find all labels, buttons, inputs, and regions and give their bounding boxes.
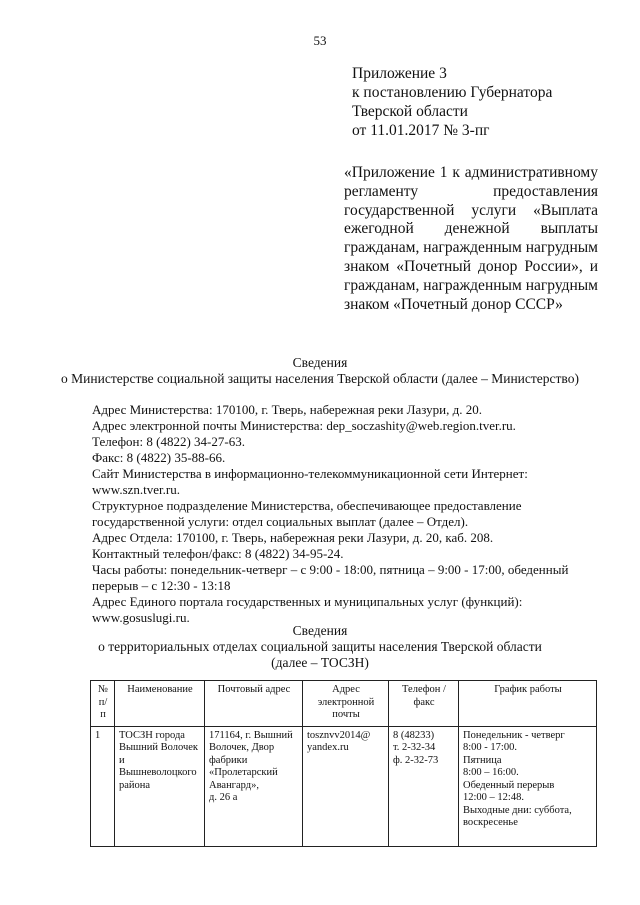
appendix-1-header: «Приложение 1 к административному регламенту предоставления государственной услуги «Выплата ежегодной денежной выплаты гражданам, награжденным нагрудным знаком «Почетный донор России», и гражданам, награжденным нагрудным знаком «Почетный донор СССР» — [344, 164, 598, 313]
appendix-3-line2: к постановлению Губернатора — [352, 84, 553, 101]
header-schedule: График работы — [459, 681, 597, 727]
table-row — [91, 726, 597, 846]
info-line: Адрес Министерства: 170100, г. Тверь, набережная реки Лазури, д. 20. — [92, 402, 482, 417]
section1-subtitle: о Министерстве социальной защиты населения Тверской области (далее – Министерство) — [61, 371, 579, 386]
section2-title: Сведения — [292, 623, 348, 638]
info-line: Часы работы: понедельник-четверг – с 9:00 - 18:00, пятница – 9:00 - 17:00, обеденный — [92, 562, 569, 577]
cell-schedule: Понедельник - четверг 8:00 - 17:00. Пятница 8:00 – 16:00. Обеденный перерыв 12:00 – 12:48. Выходные дни: суббота, воскресенье — [459, 726, 597, 846]
appendix-3-header — [352, 64, 552, 140]
tosznn-table — [90, 680, 597, 847]
header-email: Адрес электронной почты — [303, 681, 389, 727]
cell-email: tosznvv2014@ yandex.ru — [303, 726, 389, 846]
info-line: Адрес Отдела: 170100, г. Тверь, набережная реки Лазури, д. 20, каб. 208. — [92, 530, 494, 545]
header-name: Наименование — [115, 681, 205, 727]
info-line: Факс: 8 (4822) 35-88-66. — [92, 450, 226, 465]
info-line: Сайт Министерства в информационно-телекоммуникационной сети Интернет: — [92, 466, 528, 481]
info-line: Адрес Единого портала государственных и муниципальных услуг (функций): — [92, 594, 523, 609]
table-header-row — [91, 681, 597, 727]
cell-postal-address: 171164, г. Вышний Волочек, Двор фабрики «Пролетарский Авангард», д. 26 а — [205, 726, 303, 846]
header-postal-address: Почтовый адрес — [205, 681, 303, 727]
info-line: Структурное подразделение Министерства, обеспечивающее предоставление — [92, 498, 522, 513]
appendix-3-title: Приложение 3 — [352, 65, 447, 82]
cell-phone-fax: 8 (48233) т. 2-32-34 ф. 2-32-73 — [389, 726, 459, 846]
appendix-3-line3: Тверской области — [352, 103, 468, 120]
page-number: 53 — [313, 33, 327, 48]
info-line: государственной услуги: отдел социальных выплат (далее – Отдел). — [92, 514, 469, 529]
section2-subtitle: о территориальных отделах социальной защиты населения Тверской области — [98, 639, 542, 654]
info-line: www.szn.tver.ru. — [92, 482, 180, 497]
section1-title: Сведения — [292, 355, 348, 370]
info-line: Телефон: 8 (4822) 34-27-63. — [92, 434, 245, 449]
info-line: www.gosuslugi.ru. — [92, 610, 190, 625]
section2-subtitle2: (далее – ТОСЗН) — [271, 655, 369, 670]
cell-number: 1 — [91, 726, 115, 846]
header-number: № п/ п — [91, 681, 115, 727]
info-line: Адрес электронной почты Министерства: dep_soczashity@web.region.tver.ru. — [92, 418, 516, 433]
ministry-info — [92, 402, 612, 626]
header-phone-fax: Телефон / факс — [389, 681, 459, 727]
info-line: Контактный телефон/факс: 8 (4822) 34-95-24. — [92, 546, 344, 561]
cell-name: ТОСЗН города Вышний Волочек и Вышневолоцкого района — [115, 726, 205, 846]
info-line: перерыв – с 12:30 - 13:18 — [92, 578, 231, 593]
appendix-3-line4: от 11.01.2017 № 3-пг — [352, 122, 490, 139]
